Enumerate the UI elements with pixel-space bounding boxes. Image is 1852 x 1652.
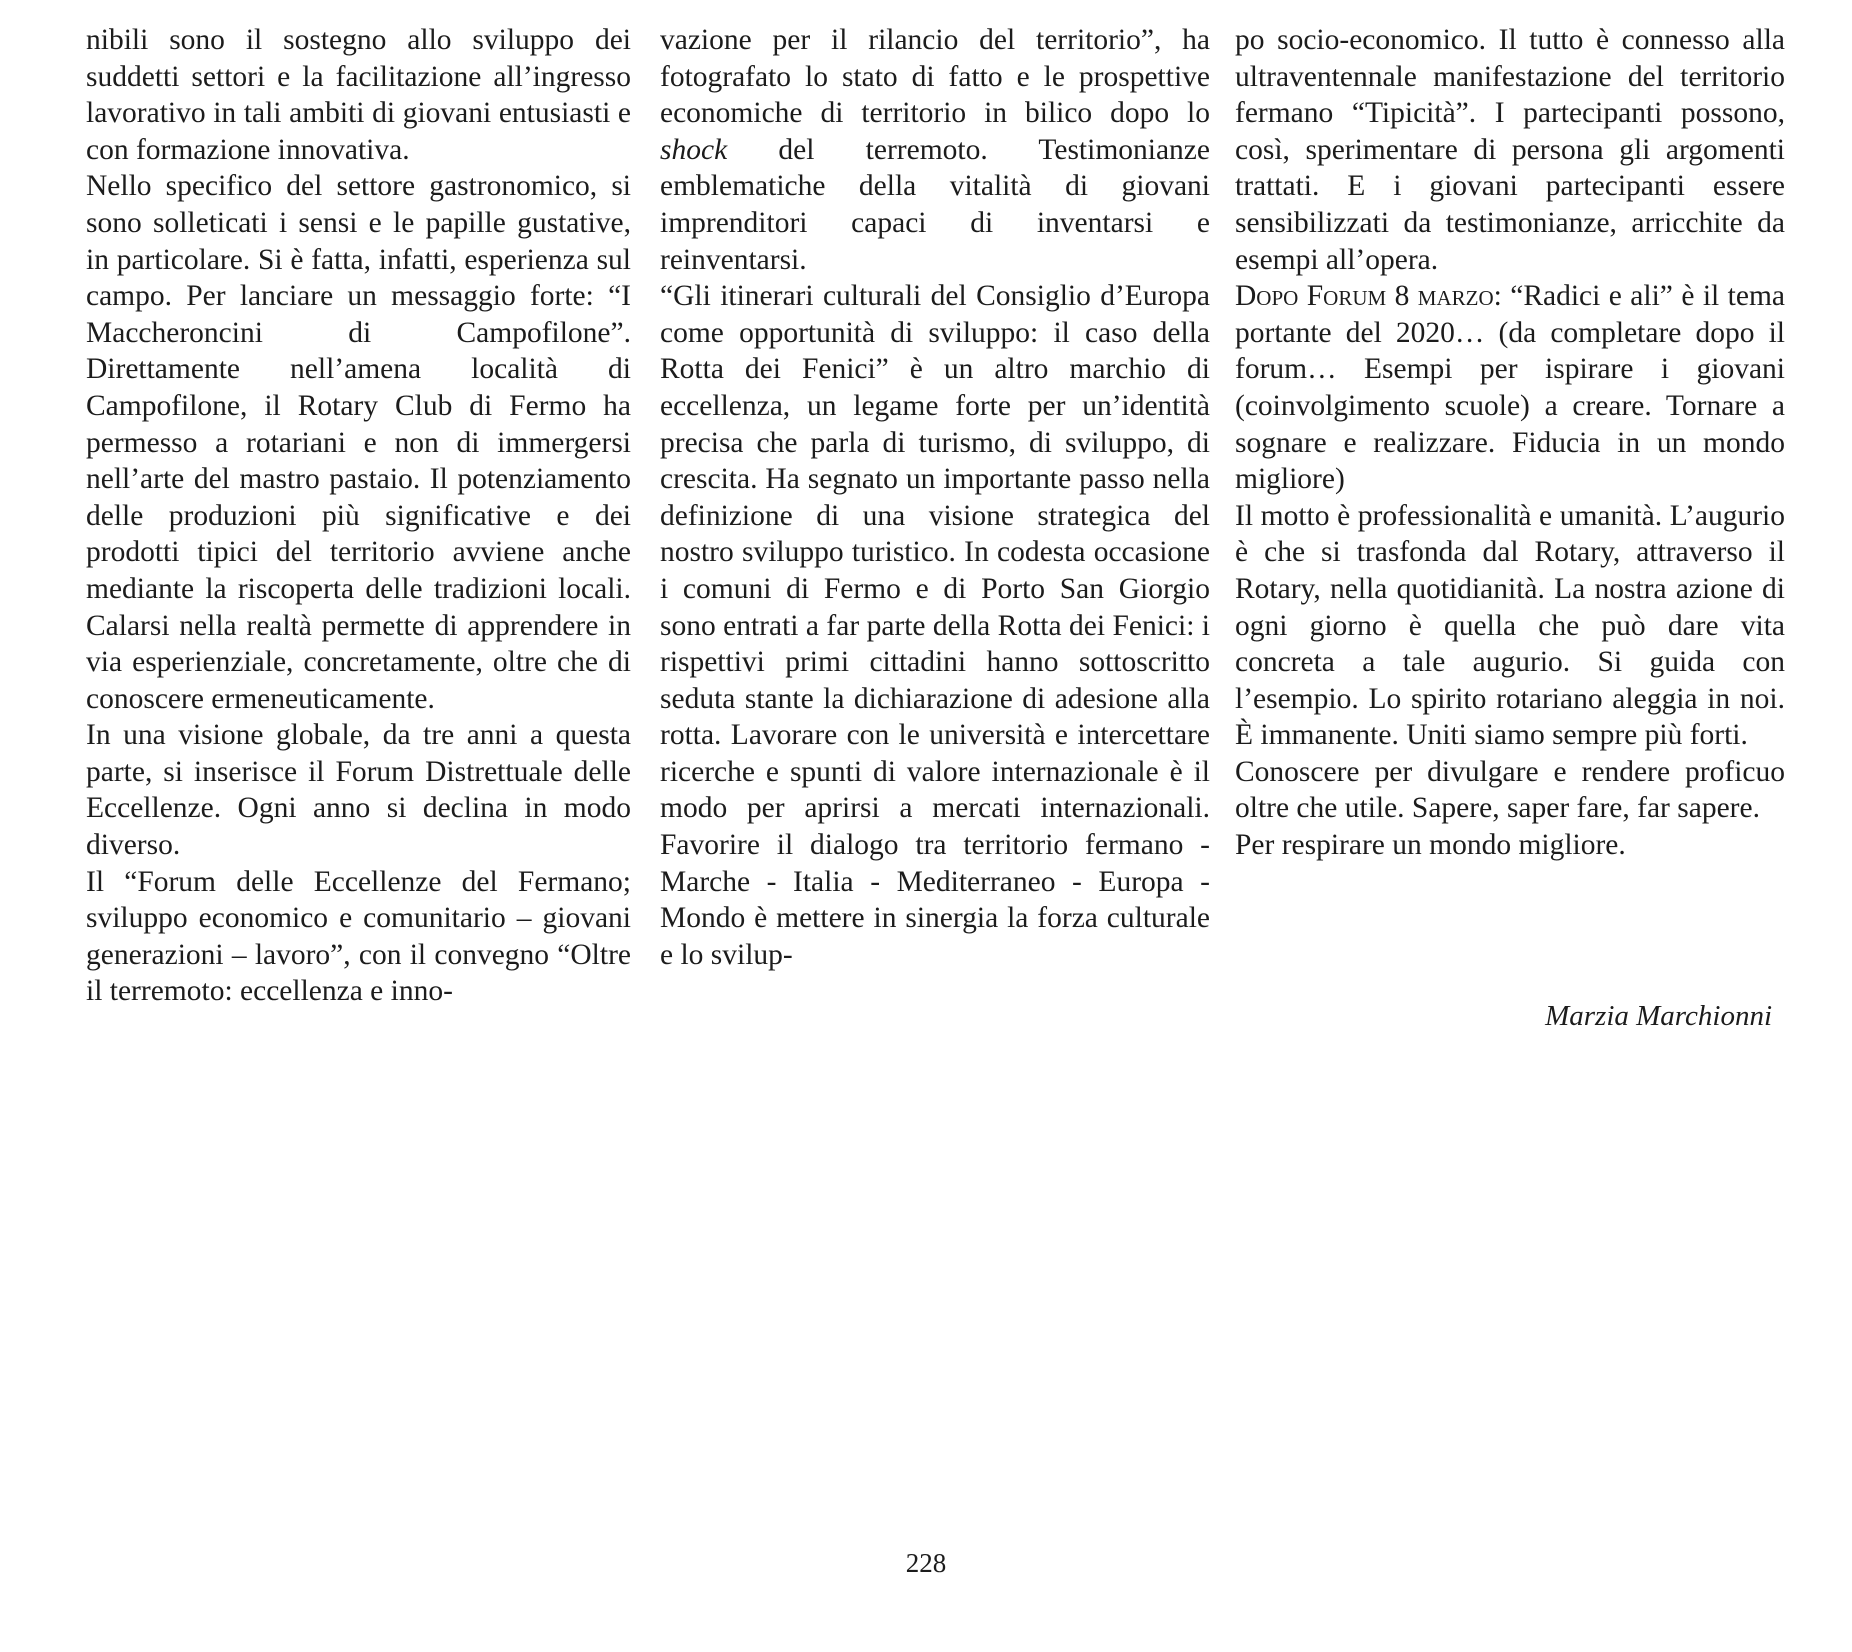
text-span: “Radici e ali” è il tema portante del 2020… (da completare dopo il forum… Esempi per ispirare i giovani (coinvolgimento scuole) a creare. Tornare a sognare e realizzare. Fiducia in un mondo migliore) bbox=[1235, 280, 1785, 496]
paragraph: In una visione globale, da tre anni a questa parte, si inserisce il Forum Distrettuale delle Eccellenze. Ogni anno si declina in modo diverso. bbox=[86, 719, 631, 862]
paragraph: Per respirare un mondo migliore. bbox=[1235, 829, 1626, 862]
text-column-2 bbox=[660, 22, 1210, 973]
page-number: 228 bbox=[905, 1548, 947, 1578]
smallcaps-heading: Dopo Forum 8 marzo: bbox=[1235, 280, 1502, 313]
paragraph: Conoscere per divulgare e rendere proficuo oltre che utile. Sapere, saper fare, far sapere. bbox=[1235, 755, 1785, 825]
paragraph: Nello specifico del settore gastronomico, si sono solleticati i sensi e le papille gustative, in particolare. Si è fatta, infatti, esperienza sul campo. Per lanciare un messaggio forte: “I Maccheroncini di Campofilone”. Direttamente nell’amena località di Campofilone, il Rotary Club di Fermo ha permesso a rotariani e non di immergersi nell’arte del mastro pastaio. Il potenziamento delle produzioni più significative e dei prodotti tipici del territorio avviene anche mediante la riscoperta delle tradizioni locali. Calarsi nella realtà permette di apprendere in via esperienziale, concretamente, oltre che di conoscere ermeneuticamente. bbox=[86, 170, 631, 715]
paragraph: Il motto è professionalità e umanità. L’augurio è che si trasfonda dal Rotary, attraverso il Rotary, nella quotidianità. La nostra azione di ogni giorno è quella che può dare vita concreta a tale augurio. Si guida con l’esempio. Lo spirito rotariano aleggia in noi. È immanente. Uniti siamo sempre più forti. bbox=[1235, 499, 1785, 752]
paragraph: Il “Forum delle Eccellenze del Fermano; sviluppo economico e comunitario – giovani generazioni – lavoro”, con il convegno “Oltre il terremoto: eccellenza e inno- bbox=[86, 865, 631, 1008]
author-signature: Marzia Marchionni bbox=[1545, 1000, 1772, 1032]
paragraph: po socio-economico. Il tutto è connesso alla ultraventennale manifestazione del territorio fermano “Tipicità”. I partecipanti possono, così, sperimentare di persona gli argomenti trattati. E i giovani partecipanti essere sensibilizzati da testimonianze, arricchite da esempi all’opera. bbox=[1235, 24, 1785, 276]
paragraph bbox=[1235, 278, 1785, 498]
paragraph: nibili sono il sostegno allo sviluppo dei suddetti settori e la facilitazione all’ingresso lavorativo in tali ambiti di giovani entusiasti e con formazione innovativa. bbox=[86, 24, 631, 166]
text-span: vazione per il rilancio del territorio”, ha fotografato lo stato di fatto e le prospettive economiche di territorio in bilico dopo lo bbox=[660, 24, 1210, 130]
paragraph bbox=[660, 22, 1210, 278]
italic-term: shock bbox=[660, 133, 728, 166]
text-span: del terremoto. Testimonianze emblematiche della vitalità di giovani imprenditori capaci di inventarsi e reinventarsi. bbox=[660, 133, 1210, 276]
text-column-3 bbox=[1235, 22, 1785, 864]
paragraph: “Gli itinerari culturali del Consiglio d’Europa come opportunità di sviluppo: il caso della Rotta dei Fenici” è un altro marchio di eccellenza, un legame forte per un’identità precisa che parla di turismo, di sviluppo, di crescita. Ha segnato un importante passo nella definizione di una visione strategica del nostro sviluppo turistico. In codesta occasione i comuni di Fermo e di Porto San Giorgio sono entrati a far parte della Rotta dei Fenici: i rispettivi primi cittadini hanno sottoscritto seduta stante la dichiarazione di adesione alla rotta. Lavorare con le università e intercettare ricerche e spunti di valore internazionale è il modo per aprirsi a mercati internazionali. Favorire il dialogo tra territorio fermano - Marche - Italia - Mediterraneo - Europa - Mondo è mettere in sinergia la forza culturale e lo svilup- bbox=[660, 280, 1210, 971]
text-column-1 bbox=[86, 22, 631, 1010]
